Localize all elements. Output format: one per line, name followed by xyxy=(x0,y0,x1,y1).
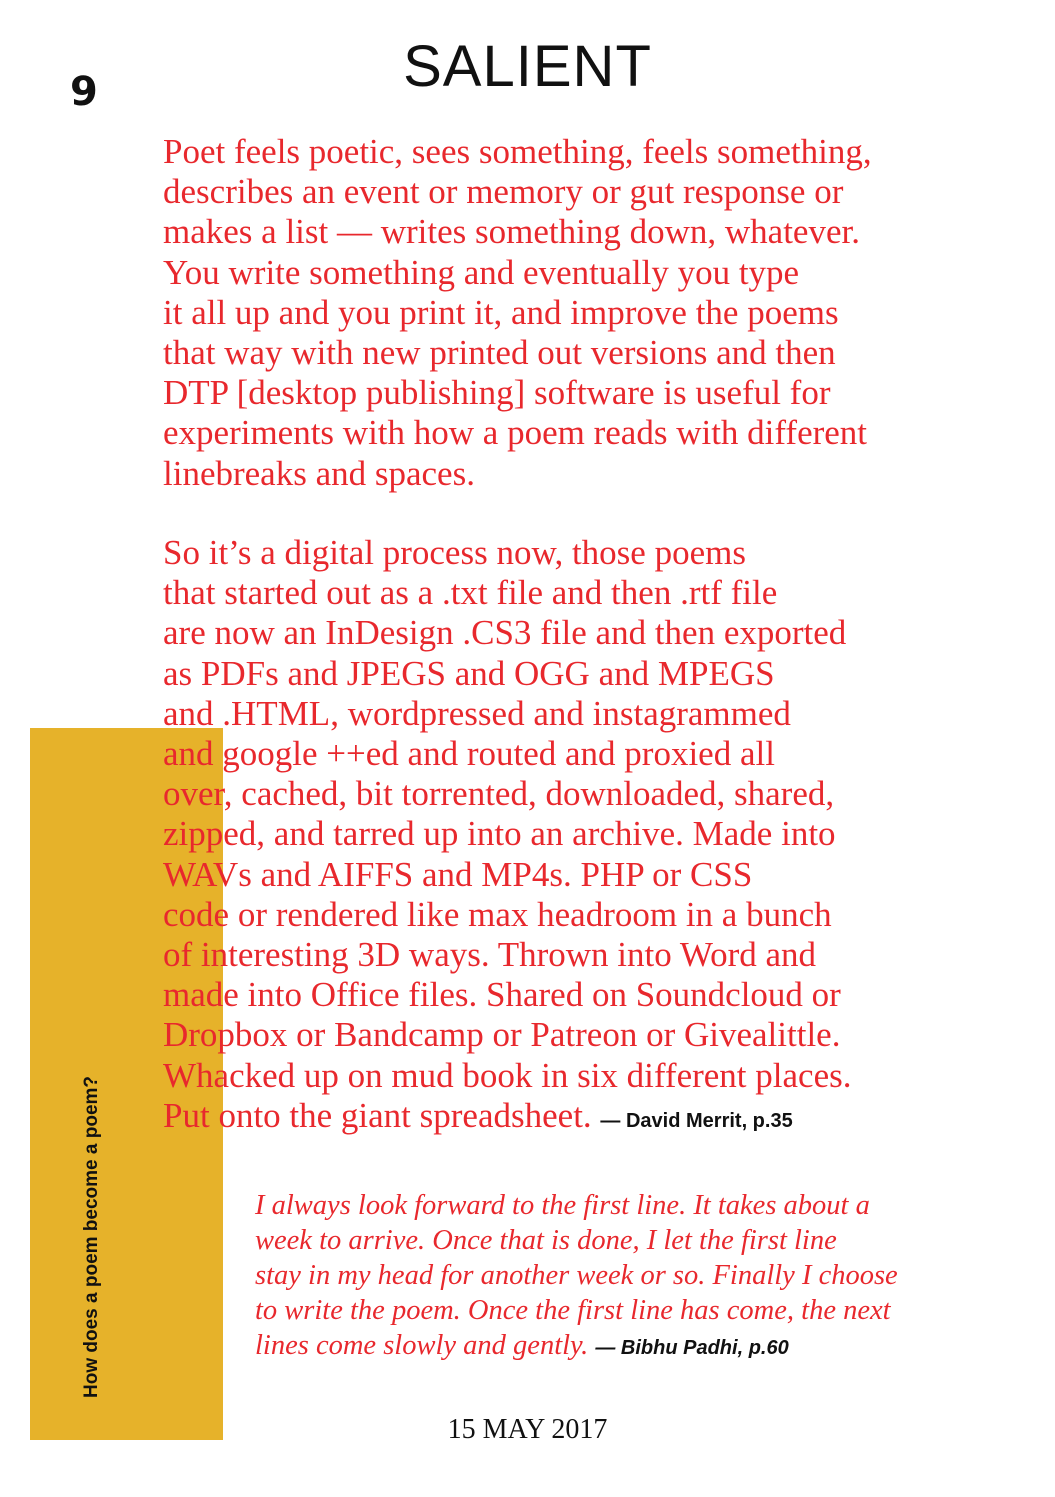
text-line: made into Office files. Shared on Soundcloud or xyxy=(163,975,841,1015)
paragraph-one xyxy=(163,132,903,494)
text-line: Dropbox or Bandcamp or Patreon or Givealittle. xyxy=(163,1015,841,1055)
side-bar-label: How does a poem become a poem? xyxy=(81,1075,102,1398)
text-line: of interesting 3D ways. Thrown into Word and xyxy=(163,935,817,975)
quote-line: week to arrive. Once that is done, I let the first line xyxy=(255,1225,837,1256)
text-line: it all up and you print it, and improve the poems xyxy=(163,292,839,332)
quote-line: to write the poem. Once the first line has come, the next xyxy=(255,1295,891,1326)
text-line: So it’s a digital process now, those poems xyxy=(163,533,746,572)
text-line: You write something and eventually you type xyxy=(163,252,800,292)
issue-date: 15 MAY 2017 xyxy=(447,1414,608,1445)
text-line: code or rendered like max headroom in a bunch xyxy=(163,894,832,934)
page-number: 9 xyxy=(70,69,98,115)
text-line: over, cached, bit torrented, downloaded, shared, xyxy=(163,774,835,814)
text-line: DTP [desktop publishing] software is useful for xyxy=(163,373,831,413)
quote-line: lines come slowly and gently. xyxy=(255,1330,589,1361)
text-line: zipped, and tarred up into an archive. Made into xyxy=(163,814,836,854)
text-line: and google ++ed and routed and proxied all xyxy=(163,734,775,774)
attribution-bibhu-padhi: — Bibhu Padhi, p.60 xyxy=(595,1337,789,1359)
paragraph-two xyxy=(163,533,903,1141)
text-line: WAVs and AIFFS and MP4s. PHP or CSS xyxy=(163,854,753,894)
attribution-david-merrit: — David Merrit, p.35 xyxy=(600,1109,793,1132)
text-line: Whacked up on mud book in six different places. xyxy=(163,1055,852,1095)
text-line: Put onto the giant spreadsheet. xyxy=(163,1095,592,1135)
text-line: makes a list — writes something down, whatever. xyxy=(163,212,860,252)
masthead-title: SALIENT xyxy=(403,34,652,99)
text-line: Poet feels poetic, sees something, feels something, xyxy=(163,132,872,171)
quote-line: stay in my head for another week or so. Finally I choose xyxy=(255,1260,898,1291)
text-line: that started out as a .txt file and then .rtf file xyxy=(163,573,778,613)
text-line: are now an InDesign .CS3 file and then exported xyxy=(163,613,847,653)
text-line: experiments with how a poem reads with different xyxy=(163,413,868,453)
text-line: and .HTML, wordpressed and instagrammed xyxy=(163,693,791,733)
text-line: that way with new printed out versions and then xyxy=(163,333,836,373)
quote-line-last xyxy=(255,1328,955,1366)
text-line-last xyxy=(163,1096,903,1141)
quote-line: I always look forward to the first line. It takes about a xyxy=(255,1190,870,1221)
text-line: describes an event or memory or gut response or xyxy=(163,172,844,212)
text-line: linebreaks and spaces. xyxy=(163,453,475,493)
pull-quote xyxy=(255,1188,955,1366)
text-line: as PDFs and JPEGS and OGG and MPEGS xyxy=(163,653,775,693)
